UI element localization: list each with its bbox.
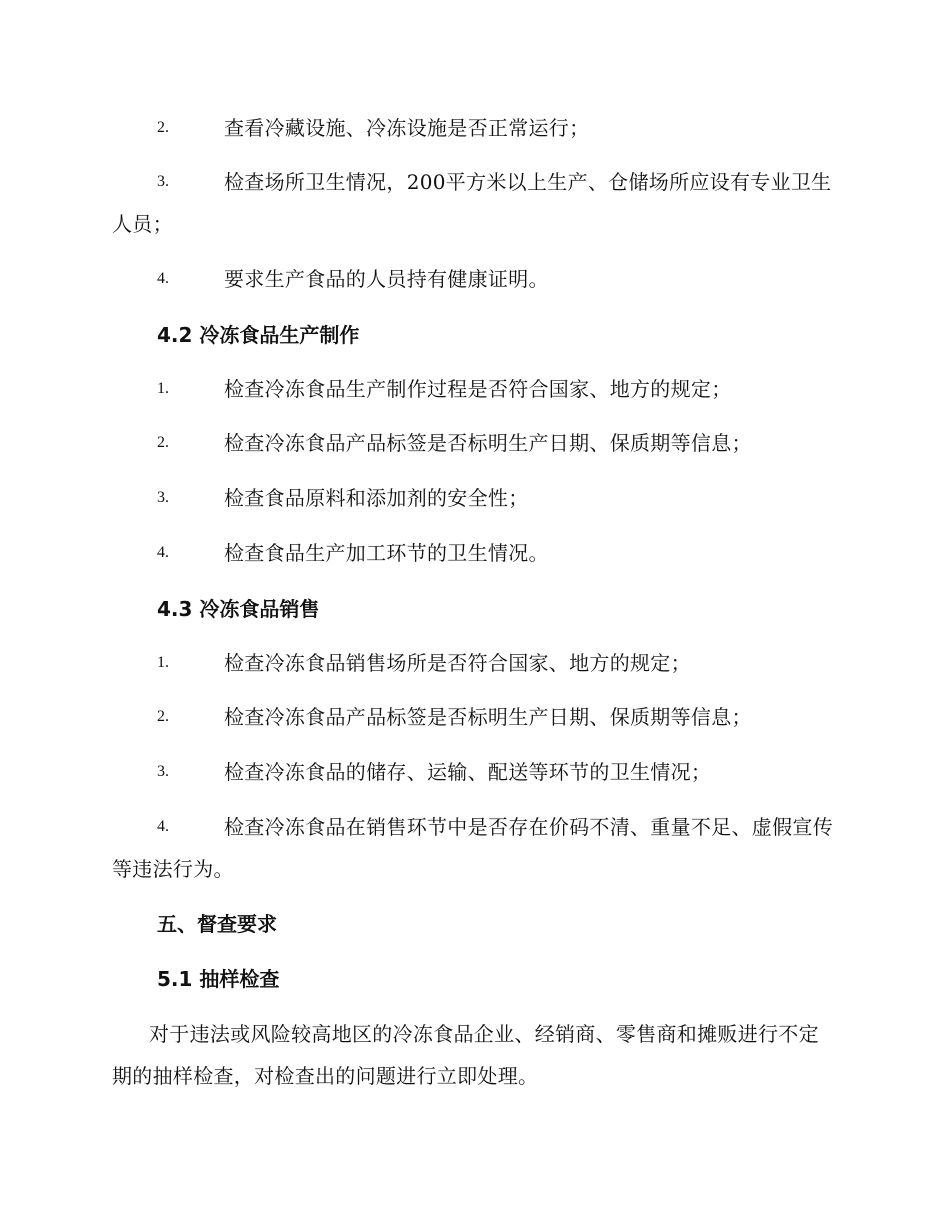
list-item (112, 368, 834, 410)
section-heading: 5.1 抽样检查 (157, 967, 280, 991)
list-item-text: 检查冷冻食品产品标签是否标明生产日期、保质期等信息； (224, 705, 752, 729)
list-item-number: 3. (157, 489, 169, 506)
list-item-text: 检查冷冻食品产品标签是否标明生产日期、保质期等信息； (224, 431, 752, 455)
list-item (112, 751, 834, 793)
list-item-text: 检查冷冻食品在销售环节中是否存在价码不清、重量不足、虚假宣传等违法行为。 (112, 815, 833, 881)
section-heading: 4.3 冷冻食品销售 (157, 597, 320, 621)
list-item-text: 检查冷冻食品销售场所是否符合国家、地方的规定； (224, 651, 691, 675)
list-item (112, 532, 834, 574)
list-item-number: 3. (157, 173, 169, 190)
section-heading: 4.2 冷冻食品生产制作 (157, 323, 360, 347)
list-item-number: 2. (157, 708, 169, 725)
list-item-number: 4. (157, 544, 169, 561)
list-item-number: 1. (157, 654, 169, 671)
list-item-text: 查看冷藏设施、冷冻设施是否正常运行； (224, 116, 590, 140)
list-item-number: 3. (157, 763, 169, 780)
list-item-text: 检查冷冻食品的储存、运输、配送等环节的卫生情况； (224, 760, 712, 784)
list-item-text: 要求生产食品的人员持有健康证明。 (224, 267, 549, 291)
list-item-number: 2. (157, 119, 169, 136)
list-item-number: 1. (157, 380, 169, 397)
list-item (112, 806, 834, 890)
list-item-text: 检查场所卫生情况，200平方米以上生产、仓储场所应设有专业卫生人员； (112, 170, 832, 236)
list-item-text: 检查冷冻食品生产制作过程是否符合国家、地方的规定； (224, 377, 732, 401)
chapter-heading: 五、督查要求 (157, 912, 277, 936)
list-item-number: 4. (157, 818, 169, 835)
list-item-number: 2. (157, 434, 169, 451)
list-item-text: 检查食品生产加工环节的卫生情况。 (224, 541, 549, 565)
list-item (112, 477, 834, 519)
list-item (112, 107, 834, 149)
list-item (112, 161, 834, 245)
list-item (112, 258, 834, 300)
list-item-text: 检查食品原料和添加剂的安全性； (224, 486, 529, 510)
list-item (112, 642, 834, 684)
list-item (112, 696, 834, 738)
list-item-number: 4. (157, 270, 169, 287)
list-item (112, 422, 834, 464)
body-paragraph: 对于违法或风险较高地区的冷冻食品企业、经销商、零售商和摊贩进行不定期的抽样检查，对检查出的问题进行立即处理。 (112, 1022, 819, 1088)
